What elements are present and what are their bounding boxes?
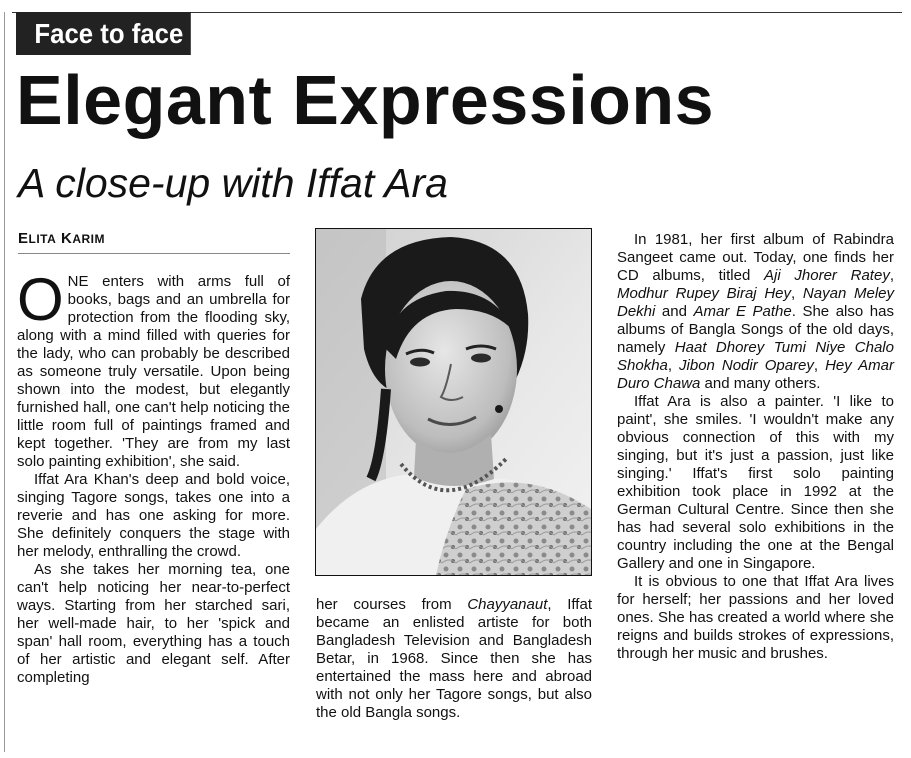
subhead: A close-up with Iffat Ara	[18, 160, 448, 206]
left-rule	[4, 12, 5, 752]
portrait-photo	[315, 228, 592, 576]
album-title: Haat Dhorey Tumi Niye Chalo Shokha	[617, 339, 894, 374]
album-title: Jibon Nodir Oparey	[679, 357, 814, 374]
headline: Elegant Expressions	[16, 61, 715, 139]
portrait-photo-icon	[316, 229, 591, 575]
section-tag: Face to face	[16, 12, 191, 55]
album-title: Nayan Meley Dekhi	[617, 285, 895, 320]
album-title: Amar E Pathe	[693, 303, 792, 320]
paragraph-7: It is obvious to one that Iffat Ara lives for herself; her passions and her loved ones. She has created a world where she reigns and builds strokes of expressions, through her music and brushes.	[617, 573, 894, 662]
article-column-1	[17, 266, 290, 687]
album-title: Hey Amar Duro Chawa	[617, 357, 895, 392]
article-column-3	[617, 231, 894, 663]
paragraph-4: her courses from Chayyanaut, Iffat became an enlisted artiste for both Bangladesh Television and Bangladesh Betar, in 1968. Since then she has entertained the mass here and abroad with not only her Tagore songs, but also the old Bangla songs.	[316, 596, 592, 721]
drop-cap: O	[17, 266, 64, 333]
byline: ELITA KARIM	[18, 230, 290, 254]
paragraph-1: ONE enters with arms full of books, bags and an umbrella for protection from the flooding sky, along with a mind filled with queries for the lady, who can probably be described as someone truly versatile. Upon being shown into the modest, but elegantly furnished hall, one can't help noticing the little room full of paintings framed and kept together. 'They are from my last solo painting exhibition', she said.	[17, 266, 290, 470]
institution-name: Chayyanaut	[467, 596, 548, 613]
album-title: Modhur Rupey Biraj Hey	[617, 285, 792, 302]
paragraph-5: In 1981, her first album of Rabindra Sangeet came out. Today, one finds her CD albums, titled Aji Jhorer Ratey, Modhur Rupey Biraj Hey, Nayan Meley Dekhi and Amar E Pathe. She also has albums of Bangla Songs of the old days, namely Haat Dhorey Tumi Niye Chalo Shokha, Jibon Nodir Oparey, Hey Amar Duro Chawa and many others.	[617, 231, 895, 392]
album-title: Aji Jhorer Ratey	[764, 267, 890, 284]
article-column-2	[316, 596, 592, 722]
paragraph-6: Iffat Ara is also a painter. 'I like to paint', she smiles. 'I wouldn't make any obvious connection of this with my singing, but it's just a passion, just like singing.' Iffat's first solo painting exhibition took place in 1992 at the German Cultural Centre. Since then she has had several solo exhibitions in the country including the one at the Bengal Gallery and one in Singapore.	[617, 393, 894, 572]
paragraph-2: Iffat Ara Khan's deep and bold voice, singing Tagore songs, takes one into a reverie and has one asking for more. She definitely conquers the stage with her melody, enthralling the crowd.	[17, 471, 290, 560]
paragraph-3: As she takes her morning tea, one can't help noticing her near-to-perfect ways. Starting from her starched sari, her well-made hair, to her 'spick and span' hall room, everything has a touch of her artistic and elegant self. After completing	[17, 561, 290, 686]
